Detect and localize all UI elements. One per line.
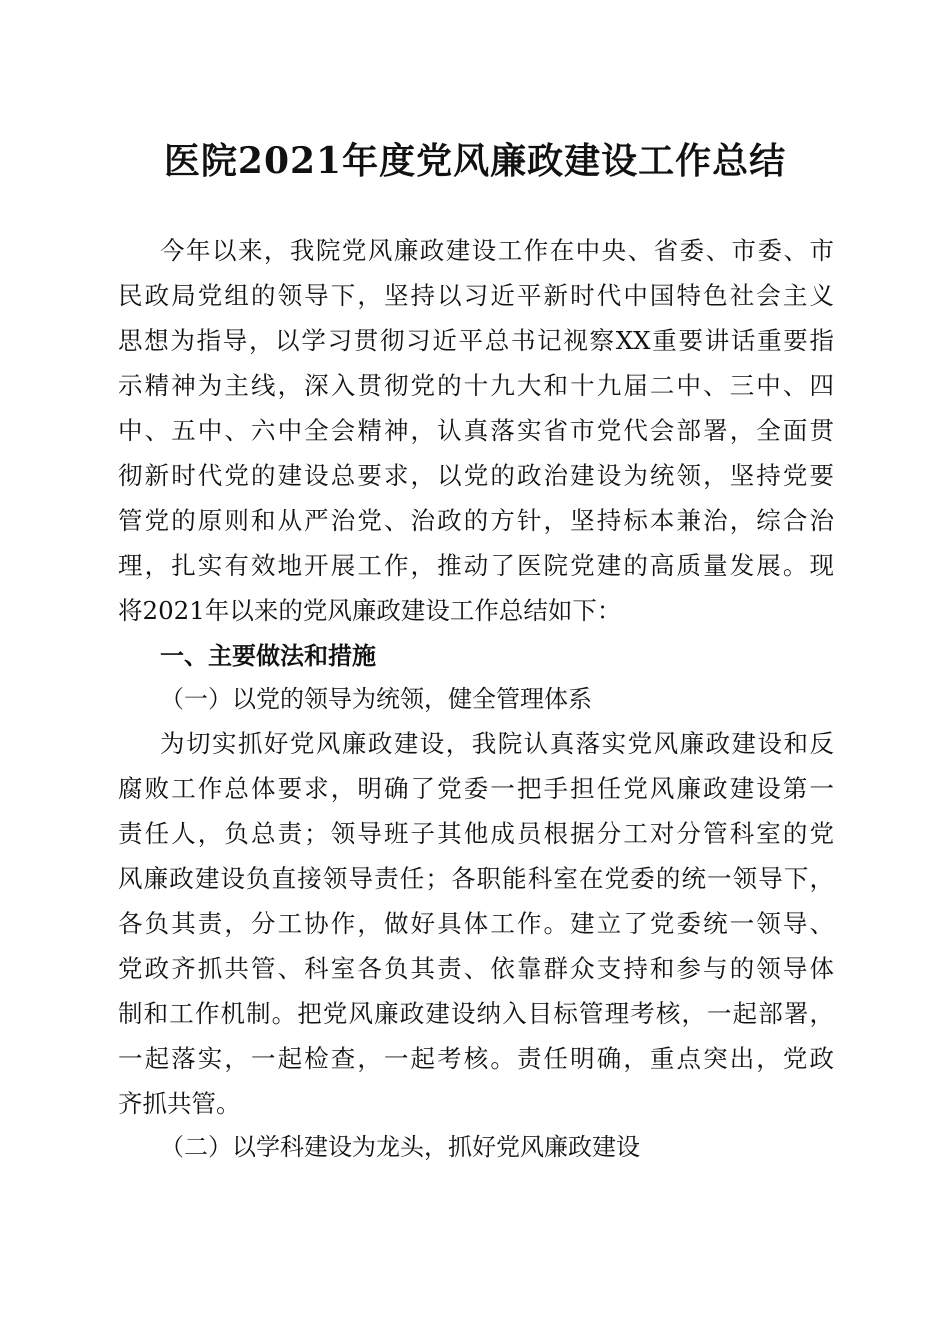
intro-line: 理，扎实有效地开展工作，推动了医院党建的高质量发展。现: [118, 551, 834, 580]
body-line: 一起落实，一起检查，一起考核。责任明确，重点突出，党政: [118, 1044, 834, 1073]
body-line: 为切实抓好党风廉政建设，我院认真落实党风廉政建设和反: [160, 729, 834, 758]
intro-line: 中、五中、六中全会精神，认真落实省市党代会部署，全面贯: [118, 416, 834, 445]
intro-line: 今年以来，我院党风廉政建设工作在中央、省委、市委、市: [160, 236, 834, 265]
intro-line: 彻新时代党的建设总要求，以党的政治建设为统领，坚持党要: [118, 461, 834, 490]
body-line: 各负其责，分工协作，做好具体工作。建立了党委统一领导、: [118, 909, 834, 938]
subsection-heading: （二）以学科建设为龙头，抓好党风廉政建设: [160, 1133, 640, 1161]
intro-line: 思想为指导，以学习贯彻习近平总书记视察XX重要讲话重要指: [118, 326, 834, 355]
document-title: 医院2021年度党风廉政建设工作总结: [163, 140, 787, 182]
intro-line: 民政局党组的领导下，坚持以习近平新时代中国特色社会主义: [118, 281, 834, 310]
body-line: 齐抓共管。: [118, 1089, 241, 1118]
body-line: 腐败工作总体要求，明确了党委一把手担任党风廉政建设第一: [118, 774, 834, 803]
body-line: 责任人，负总责；领导班子其他成员根据分工对分管科室的党: [118, 819, 834, 848]
section-heading: 一、主要做法和措施: [160, 642, 376, 670]
body-line: 制和工作机制。把党风廉政建设纳入目标管理考核，一起部署，: [118, 999, 834, 1028]
intro-line: 将2021年以来的党风廉政建设工作总结如下：: [118, 596, 622, 625]
body-line: 风廉政建设负直接领导责任；各职能科室在党委的统一领导下，: [118, 864, 834, 893]
subsection-heading: （一）以党的领导为统领，健全管理体系: [160, 685, 592, 713]
intro-line: 示精神为主线，深入贯彻党的十九大和十九届二中、三中、四: [118, 371, 834, 400]
intro-line: 管党的原则和从严治党、治政的方针，坚持标本兼治，综合治: [118, 506, 834, 535]
body-line: 党政齐抓共管、科室各负其责、依靠群众支持和参与的领导体: [118, 954, 834, 983]
